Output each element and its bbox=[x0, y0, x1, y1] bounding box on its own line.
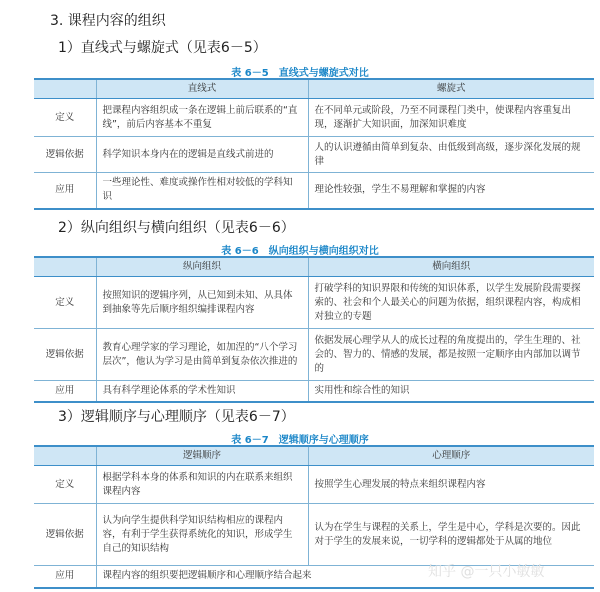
row-label: 定义 bbox=[34, 277, 96, 329]
table-cell: 依据发展心理学从人的成长过程的角度提出的，学生生理的、社会的、智力的、情感的发展，都是按照一定顺序由内部加以调节的 bbox=[308, 329, 594, 381]
row-label: 定义 bbox=[34, 99, 96, 137]
header-cell-blank bbox=[34, 446, 96, 466]
table-cell: 科学知识本身内在的逻辑是直线式前进的 bbox=[96, 137, 308, 173]
table-header-row bbox=[34, 79, 594, 99]
subsection-title-2: 2）纵向组织与横向组织（见表6－6） bbox=[58, 220, 295, 236]
row-label: 逻辑依据 bbox=[34, 329, 96, 381]
header-cell: 逻辑顺序 bbox=[96, 446, 308, 466]
table-cell: 实用性和综合性的知识 bbox=[308, 381, 594, 403]
row-label: 应用 bbox=[34, 173, 96, 209]
section-heading: 3. 课程内容的组织 bbox=[50, 13, 166, 29]
table-cell: 打破学科的知识界限和传统的知识体系，以学生发展阶段需要探索的、社会和个人最关心的问题为依据，组织课程内容，构成相对独立的专题 bbox=[308, 277, 594, 329]
table-cell: 一些理论性、难度或操作性相对较低的学科知识 bbox=[96, 173, 308, 209]
comparison-table-2 bbox=[34, 256, 594, 403]
table-caption-1: 表 6－5 直线式与螺旋式对比 bbox=[231, 68, 369, 79]
table-cell: 认为在学生与课程的关系上，学生是中心，学科是次要的。因此对于学生的发展来说，一切学科的逻辑都处于从属的地位 bbox=[308, 504, 594, 566]
table-header-row bbox=[34, 257, 594, 277]
comparison-table-1 bbox=[34, 78, 594, 210]
header-cell: 横向组织 bbox=[308, 257, 594, 277]
table-cell: 根据学科本身的体系和知识的内在联系来组织课程内容 bbox=[96, 466, 308, 504]
subsection-title-3: 3）逻辑顺序与心理顺序（见表6－7） bbox=[58, 409, 295, 425]
table-cell: 把课程内容组织成一条在逻辑上前后联系的“直线”，前后内容基本不重复 bbox=[96, 99, 308, 137]
table-cell: 按照学生心理发展的特点来组织课程内容 bbox=[308, 466, 594, 504]
table-row bbox=[34, 504, 594, 566]
row-label: 应用 bbox=[34, 381, 96, 403]
table-cell: 按照知识的逻辑序列，从已知到未知、从具体到抽象等先后顺序组织编排课程内容 bbox=[96, 277, 308, 329]
header-cell-blank bbox=[34, 257, 96, 277]
table-header-row bbox=[34, 446, 594, 466]
table-caption-2: 表 6－6 纵向组织与横向组织对比 bbox=[221, 246, 379, 257]
table-row bbox=[34, 137, 594, 173]
table-row bbox=[34, 381, 594, 403]
header-cell: 直线式 bbox=[96, 79, 308, 99]
table-row bbox=[34, 277, 594, 329]
table-cell: 认为向学生提供科学知识结构相应的课程内容，有利于学生获得系统化的知识，形成学生自己的知识结构 bbox=[96, 504, 308, 566]
header-cell: 纵向组织 bbox=[96, 257, 308, 277]
table-cell: 教育心理学家的学习理论，如加涅的“八个学习层次”，他认为学习是由简单到复杂依次推进的 bbox=[96, 329, 308, 381]
header-cell: 心理顺序 bbox=[308, 446, 594, 466]
watermark: 知乎 @一只小敏敏 bbox=[428, 564, 545, 580]
row-label: 逻辑依据 bbox=[34, 504, 96, 566]
row-label: 定义 bbox=[34, 466, 96, 504]
row-label: 逻辑依据 bbox=[34, 137, 96, 173]
table-row bbox=[34, 99, 594, 137]
table-row bbox=[34, 466, 594, 504]
header-cell-blank bbox=[34, 79, 96, 99]
table-cell: 人的认识遵循由简单到复杂、由低级到高级，逐步深化发展的规律 bbox=[308, 137, 594, 173]
header-cell: 螺旋式 bbox=[308, 79, 594, 99]
table-cell-merged: 课程内容的组织要把逻辑顺序和心理顺序结合起来 bbox=[96, 566, 594, 588]
row-label: 应用 bbox=[34, 566, 96, 588]
table-row bbox=[34, 329, 594, 381]
table-cell: 理论性较强，学生不易理解和掌握的内容 bbox=[308, 173, 594, 209]
table-cell: 在不同单元或阶段，乃至不同课程门类中，使课程内容重复出现，逐渐扩大知识面，加深知识难度 bbox=[308, 99, 594, 137]
table-row bbox=[34, 173, 594, 209]
subsection-title-1: 1）直线式与螺旋式（见表6－5） bbox=[58, 40, 267, 56]
table-cell: 具有科学理论体系的学术性知识 bbox=[96, 381, 308, 403]
table-caption-3: 表 6－7 逻辑顺序与心理顺序 bbox=[231, 435, 369, 446]
